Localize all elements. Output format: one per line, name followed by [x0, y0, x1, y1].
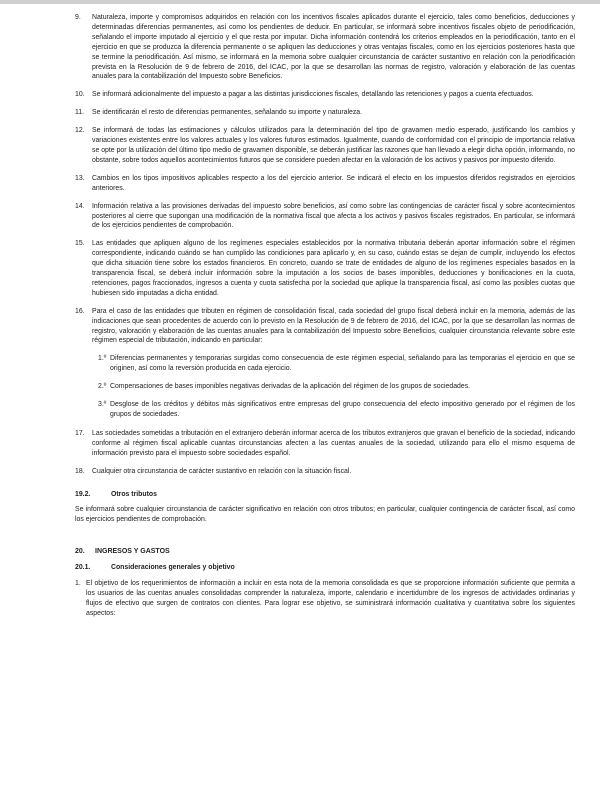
- top-rule: [0, 0, 600, 4]
- item-text: Cambios en los tipos impositivos aplicables respecto a los del ejercicio anterior. Se indicará el efecto en los impuestos diferidos registrados en ejercicios anteriores.: [92, 174, 575, 192]
- sub-item-text: Diferencias permanentes y temporarias surgidas como consecuencia de este régimen especial, señalando para las temporarias el ejercicio en que se originen, así como la reversión producida en cada ejercicio.: [110, 355, 575, 373]
- chapter-heading: [75, 547, 575, 557]
- page-content: [75, 13, 575, 627]
- list-item: [75, 90, 575, 100]
- item-text: Las sociedades sometidas a tributación en el extranjero deberán informar acerca de los tributos extranjeros que gravan el beneficio de la sociedad, indicando conforme al régimen fiscal aplicable cuantas circunstancias afecten a las cuentas anuales de la sociedad, utilizando para ello el mismo esquema de información previsto para el impuesto sobre sociedades español.: [92, 429, 575, 457]
- item-number: 13.: [75, 174, 85, 182]
- item-number: 14.: [75, 202, 85, 210]
- item-text: Información relativa a las provisiones derivadas del impuesto sobre beneficios, así como sobre las contingencias de carácter fiscal y sobre acontecimientos posteriores al cierre que supongan una modificación de la normativa fiscal que afecta a los activos y pasivos fiscales registrados. En particular, se informará de los ejercicios pendientes de comprobación.: [92, 202, 575, 230]
- item-text: Las entidades que apliquen alguno de los regímenes especiales establecidos por la normativa tributaria deberán aportar información sobre el régimen correspondiente, indicando cuándo se han cumplido las condiciones para aplicarlo y, en su caso, cuándo estas se dejan de cumplir, incluyendo los efectos que dicha situación tiene sobre los estados financieros. En concreto, cuando se trate de entidades de alguno de los regímenes especiales basados en la transparencia fiscal, se deberá incluir información sobre la imputación a los socios de bases imponibles, deducciones y bonificaciones en la cuota, retenciones, pagos fraccionados, ingresos a cuenta y cuota satisfecha por la sociedad que aplique la transparencia fiscal, así como las posibles cuotas que hubiesen sido imputadas a dicha entidad.: [92, 240, 575, 297]
- section-heading: [75, 563, 575, 573]
- list-item: [75, 13, 575, 82]
- section-title: Otros tributos: [111, 490, 157, 498]
- item-text: Para el caso de las entidades que tributen en régimen de consolidación fiscal, cada sociedad del grupo fiscal deberá incluir en la memoria, además de las indicaciones que sean procedentes de acuerdo con lo previsto en la Resolución de 9 de febrero de 2016, del ICAC, por la que se desarrollan las normas de registro, valoración y elaboración de las cuentas anuales para la contabilización del Impuesto sobre Beneficios, cualquier circunstancia relevante sobre este régimen especial de tributación, indicando en particular:: [92, 307, 575, 345]
- list-item: [75, 202, 575, 232]
- list-item: [75, 467, 575, 477]
- list-item: [75, 108, 575, 118]
- list-item: [75, 307, 575, 347]
- item-number: 16.: [75, 307, 85, 315]
- item-number: 17.: [75, 429, 85, 437]
- item-number: 10.: [75, 91, 85, 99]
- item-number: 18.: [75, 467, 85, 475]
- chapter-title: INGRESOS Y GASTOS: [95, 548, 170, 556]
- item-text: Se informará adicionalmente del impuesto a pagar a las distintas jurisdicciones fiscales, detallando las retenciones y pagos a cuenta efectuados.: [92, 91, 534, 99]
- item-number: 1.: [75, 580, 81, 588]
- sub-list-item: [98, 382, 575, 392]
- item-number: 15.: [75, 240, 85, 248]
- sub-list: [98, 354, 575, 420]
- item-text: Naturaleza, importe y compromisos adquiridos en relación con los incentivos fiscales aplicados durante el ejercicio, tales como beneficios, deducciones y determinadas diferencias permanentes, así como los pendientes de deducir. En particular, se informará sobre incentivos fiscales objeto de periodificación, señalando el importe imputado al ejercicio y el que resta por imputar. Dicha información contendrá los criterios empleados en la periodificación, tanto en el ejercicio en que se produzca la diferencia permanente o se apliquen las deducciones y otras ventajas fiscales, como en los ejercicios posteriores hasta que se termine la periodificación. Así mismo, se informará en la memoria sobre cualquier circunstancia de carácter sustantivo en relación con la periodificación prevista en la Resolución de 9 de febrero de 2016, del ICAC, por la que se desarrollan las normas de registro, valoración y elaboración de las cuentas anuales para la contabilización del Impuesto sobre Beneficios.: [92, 14, 575, 81]
- list-item: [75, 429, 575, 459]
- item-number: 9.: [75, 14, 81, 21]
- list-item: [75, 239, 575, 298]
- sub-list-item: [98, 400, 575, 420]
- item-text: Se identificarán el resto de diferencias permanentes, señalando su importe y naturaleza.: [92, 109, 363, 117]
- sub-item-number: 3.º: [98, 401, 107, 409]
- item-number: 12.: [75, 127, 85, 135]
- sub-list-item: [98, 354, 575, 374]
- chapter-number: 20.: [75, 548, 85, 556]
- sub-item-number: 2.º: [98, 383, 107, 391]
- section-title: Consideraciones generales y objetivo: [111, 564, 235, 572]
- item-text: El objetivo de los requerimientos de información a incluir en esta nota de la memoria consolidada es que se proporcione información suficiente que permita a los usuarios de las cuentas anuales consolidadas comprender la naturaleza, importe, calendario e incertidumbre de los ingresos de actividades ordinarias y flujos de efectivo que surgen de contratos con clientes. Para lograr ese objetivo, se suministrará información cualitativa y cuantitativa sobre los siguientes aspectos:: [86, 580, 575, 617]
- list-item: [75, 174, 575, 194]
- list-item: [75, 126, 575, 166]
- section-heading: [75, 490, 575, 500]
- list-item: [75, 579, 575, 619]
- item-text: Se informará de todas las estimaciones y cálculos utilizados para la determinación del tipo de gravamen medio esperado, justificando los cambios y variaciones existentes entre los valores actuales y los valores futuros estimados. Igualmente, cuando de conformidad con el principio de importancia relativa se opte por la utilización del último tipo medio de gravamen disponible, se deberán justificar las razones que han llevado a elegir dicha opción, informando, no obstante, sobre todos aquellos acontecimientos futuros que se considere pueden afectar en la valoración de los activos y pasivos por impuesto diferido.: [92, 127, 575, 164]
- sub-item-text: Desglose de los créditos y débitos más significativos entre empresas del grupo consecuencia del efecto impositivo generado por el régimen de los grupos de sociedades.: [110, 401, 575, 418]
- paragraph: Se informará sobre cualquier circunstancia de carácter significativo en relación con otros tributos; en particular, cualquier contingencia de carácter fiscal, así como los ejercicios pendientes de comprobación.: [75, 506, 575, 524]
- item-text: Cualquier otra circunstancia de carácter sustantivo en relación con la situación fiscal.: [92, 467, 352, 475]
- item-number: 11.: [75, 109, 85, 117]
- section-number: 19.2.: [75, 490, 91, 498]
- section-number: 20.1.: [75, 564, 91, 572]
- sub-item-number: 1.º: [98, 355, 107, 363]
- sub-item-text: Compensaciones de bases imponibles negativas derivadas de la aplicación del régimen de los grupos de sociedades.: [110, 383, 471, 391]
